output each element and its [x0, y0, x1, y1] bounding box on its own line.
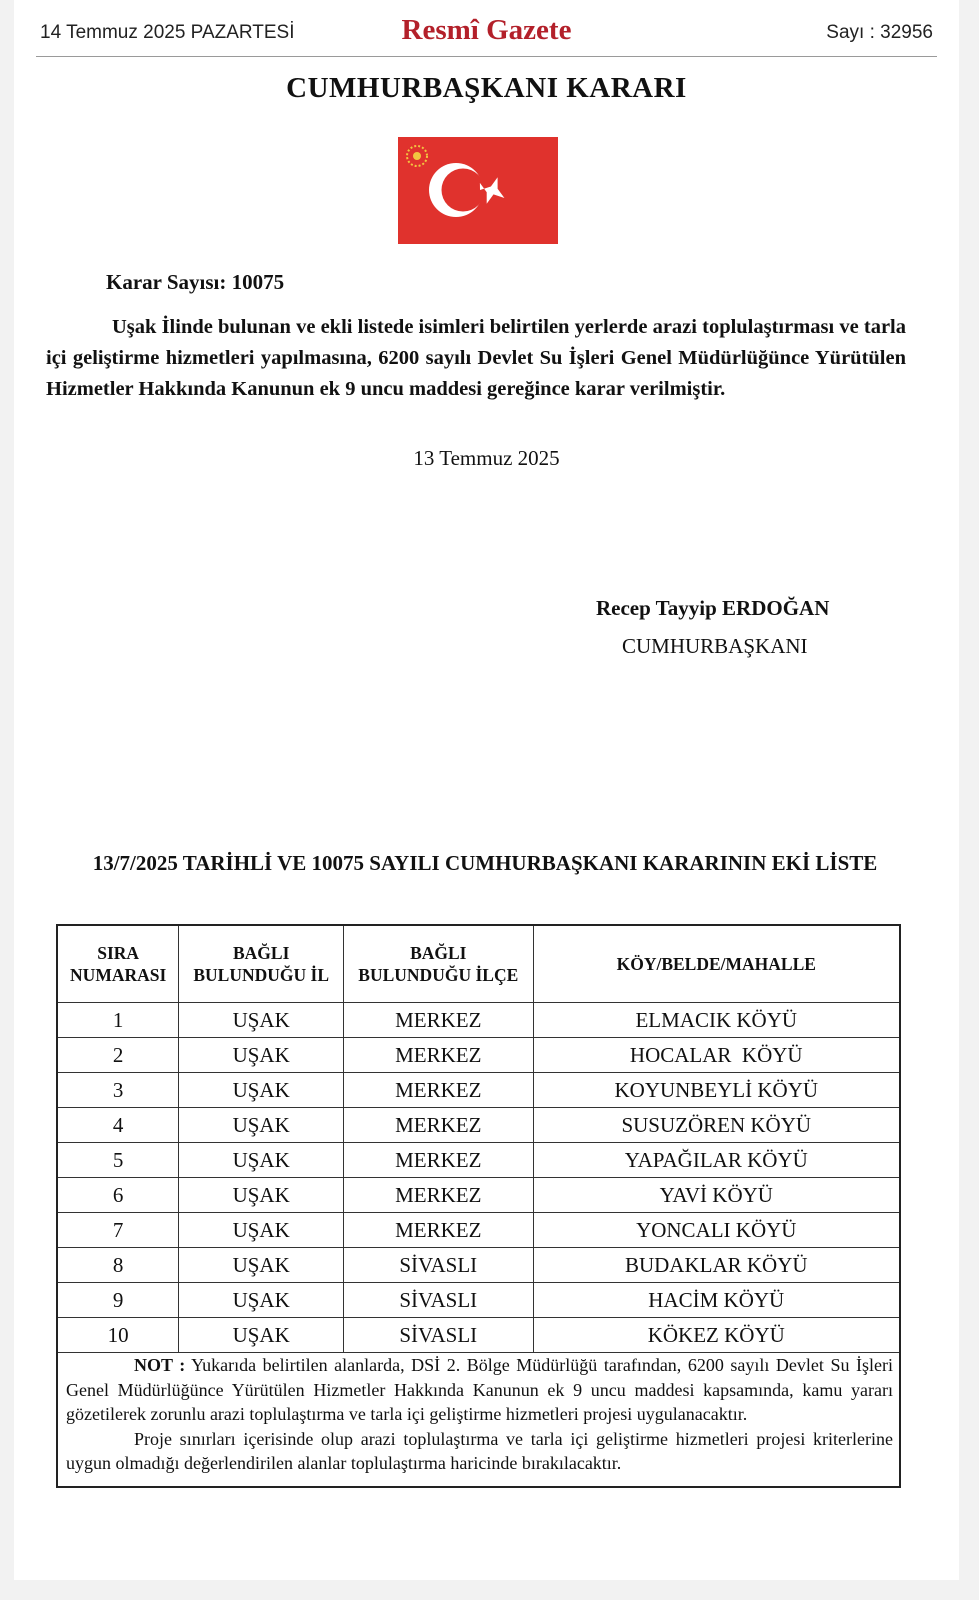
gazette-title: Resmî Gazete	[401, 14, 572, 46]
table-row: 2 UŞAK MERKEZ HOCALAR KÖYÜ	[57, 1038, 900, 1073]
table-row: 9 UŞAK SİVASLI HACİM KÖYÜ	[57, 1283, 900, 1318]
column-header-village: KÖY/BELDE/MAHALLE	[533, 925, 900, 1003]
decree-date: 13 Temmuz 2025	[413, 446, 560, 470]
annex-note-row	[57, 1353, 900, 1487]
table-row: 10 UŞAK SİVASLI KÖKEZ KÖYÜ	[57, 1318, 900, 1353]
annex-table-header	[57, 925, 900, 1003]
table-row: 5 UŞAK MERKEZ YAPAĞILAR KÖYÜ	[57, 1143, 900, 1178]
table-row: 1 UŞAK MERKEZ ELMACIK KÖYÜ	[57, 1003, 900, 1038]
table-row: 6 UŞAK MERKEZ YAVİ KÖYÜ	[57, 1178, 900, 1213]
header-date: 14 Temmuz 2025 PAZARTESİ	[40, 22, 295, 43]
table-row: 4 UŞAK MERKEZ SUSUZÖREN KÖYÜ	[57, 1108, 900, 1143]
issue-number: Sayı : 32956	[826, 22, 933, 43]
decree-title: CUMHURBAŞKANI KARARI	[286, 72, 687, 104]
crescent-inner	[442, 169, 485, 212]
annex-title: 13/7/2025 TARİHLİ VE 10075 SAYILI CUMHURBAŞKANI KARARININ EKİ LİSTE	[92, 851, 878, 875]
note-label: NOT :	[134, 1355, 186, 1375]
annex-note	[57, 1353, 900, 1487]
signatory-title: CUMHURBAŞKANI	[622, 634, 808, 658]
gazette-header	[36, 14, 937, 57]
column-header-province: BAĞLI BULUNDUĞU İL	[179, 925, 344, 1003]
annex-table	[56, 924, 901, 1488]
note-paragraph-2: Proje sınırları içerisinde olup arazi toplulaştırma ve tarla içi geliştirme hizmetleri projesi kriterlerine uygun olmadığı değerlendirilen alanlar toplulaştırma haricinde bırakılacaktır.	[66, 1428, 893, 1473]
decree-body: Uşak İlinde bulunan ve ekli listede isimleri belirtilen yerlerde arazi toplulaştırması ve tarla içi geliştirme hizmetleri yapılmasına, 6200 sayılı Devlet Su İşleri Genel Müdürlüğünce Yürütülen Hizmetler Hakkında Kanunun ek 9 uncu maddesi gereğince karar verilmiştir.	[46, 316, 906, 400]
decree-number: Karar Sayısı: 10075	[106, 270, 285, 294]
column-header-order: SIRA NUMARASI	[57, 925, 179, 1003]
table-row: 3 UŞAK MERKEZ KOYUNBEYLİ KÖYÜ	[57, 1073, 900, 1108]
column-header-district: BAĞLI BULUNDUĞU İLÇE	[344, 925, 534, 1003]
signatory-name: Recep Tayyip ERDOĞAN	[596, 596, 830, 620]
gazette-page	[14, 0, 959, 1580]
table-row: 7 UŞAK MERKEZ YONCALI KÖYÜ	[57, 1213, 900, 1248]
note-paragraph-1: Yukarıda belirtilen alanlarda, DSİ 2. Bölge Müdürlüğü tarafından, 6200 sayılı Devlet Su İşleri Genel Müdürlüğünce Yürütülen Hizmetler Hakkında Kanunun ek 9 uncu maddesi kapsamında, kamu yararı gözetilerek zorunlu arazi toplulaştırma ve tarla içi geliştirme hizmetleri projesi uygulanacaktır.	[66, 1355, 893, 1424]
turkish-flag-icon	[398, 137, 558, 244]
table-row: 8 UŞAK SİVASLI BUDAKLAR KÖYÜ	[57, 1248, 900, 1283]
